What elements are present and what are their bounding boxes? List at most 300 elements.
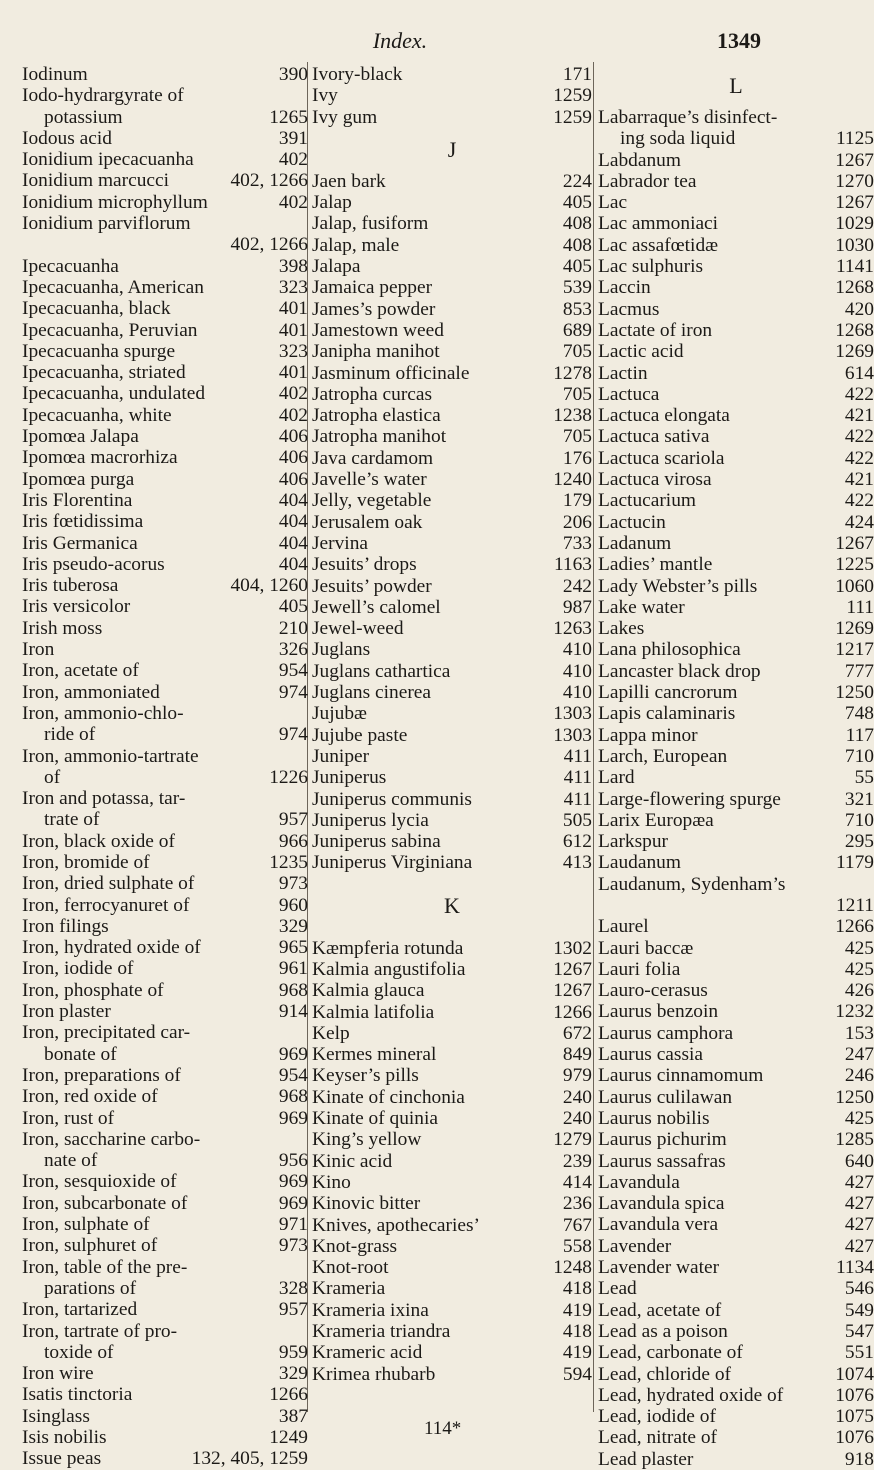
- index-entry: [22, 554, 308, 575]
- entry-pages: 733: [562, 532, 592, 554]
- entry-name: bonate of: [44, 1043, 117, 1065]
- entry-name: Laurus camphora: [598, 1022, 734, 1044]
- entry-name: potassium: [44, 106, 123, 128]
- entry-pages: 422: [844, 383, 874, 405]
- entry-pages: 1269: [835, 341, 874, 363]
- index-entry: [598, 1427, 874, 1448]
- entry-name: Jelly, vegetable: [312, 490, 432, 512]
- index-entry: [22, 746, 308, 767]
- entry-name: Iron, rust of: [22, 1107, 115, 1129]
- entry-name: Isatis tinctoria: [22, 1384, 133, 1406]
- index-entry: [598, 363, 874, 384]
- entry-pages: 1179: [835, 852, 874, 874]
- entry-pages: 1259: [553, 85, 592, 107]
- index-entry: [22, 405, 308, 426]
- index-entry: [598, 916, 874, 937]
- index-entry: [598, 852, 874, 873]
- entry-pages: 224: [562, 170, 592, 192]
- index-entry: [312, 831, 592, 852]
- entry-pages: 1267: [553, 980, 592, 1002]
- entry-name: Lappa minor: [598, 724, 698, 746]
- entry-pages: 427: [844, 1235, 874, 1257]
- entry-name: Juniperus Virginiana: [312, 852, 473, 874]
- entry-name: Lana philosophica: [598, 639, 741, 661]
- index-entry: [312, 384, 592, 405]
- entry-pages: 426: [844, 980, 874, 1002]
- index-entry: [312, 64, 592, 85]
- entry-pages: 853: [562, 298, 592, 320]
- entry-name: Lavandula vera: [598, 1214, 719, 1236]
- entry-name: Jamestown weed: [312, 319, 444, 341]
- entry-name: Janipha manihot: [312, 341, 440, 363]
- index-entry: [22, 511, 308, 532]
- entry-pages: 411: [563, 745, 592, 767]
- entry-name: Lac ammoniaci: [598, 213, 719, 235]
- entry-pages: 1266: [269, 1384, 308, 1406]
- entry-pages: 425: [844, 1107, 874, 1129]
- entry-name: Iron, hydrated oxide of: [22, 937, 201, 959]
- entry-pages: 549: [844, 1299, 874, 1321]
- index-entry: [22, 1086, 308, 1107]
- entry-name: parations of: [44, 1277, 137, 1299]
- entry-pages: 55: [854, 767, 874, 789]
- entry-pages: 1279: [553, 1129, 592, 1151]
- index-entry: [22, 149, 308, 170]
- entry-pages: 425: [844, 958, 874, 980]
- entry-name: Kinic acid: [312, 1150, 393, 1172]
- entry-name: Isis nobilis: [22, 1427, 107, 1448]
- index-entry: [22, 1406, 308, 1427]
- index-entry: [598, 1236, 874, 1257]
- entry-name: Knot-root: [312, 1257, 389, 1279]
- index-entry: [312, 1129, 592, 1150]
- entry-pages: 1259: [553, 106, 592, 128]
- entry-name: of: [44, 766, 61, 788]
- entry-name: Ionidium ipecacuanha: [22, 149, 194, 171]
- entry-pages: 247: [844, 1044, 874, 1066]
- index-entry: [598, 299, 874, 320]
- index-entry: [598, 1023, 874, 1044]
- index-entry: [22, 1065, 308, 1086]
- index-entry: [598, 618, 874, 639]
- entry-pages: 323: [278, 340, 308, 362]
- index-entry: [22, 618, 308, 639]
- index-entry: [22, 958, 308, 979]
- entry-name: Iron, iodide of: [22, 958, 134, 980]
- index-entry: [598, 1193, 874, 1214]
- entry-name: Jasminum officinale: [312, 362, 470, 384]
- index-entry: [598, 980, 874, 1001]
- entry-name: Irish moss: [22, 617, 103, 639]
- index-entry: [598, 107, 874, 128]
- entry-pages: 1267: [835, 192, 874, 214]
- entry-name: Iron, ferrocyanuret of: [22, 894, 190, 916]
- entry-pages: 546: [844, 1278, 874, 1300]
- index-entry: [598, 682, 874, 703]
- index-entry: [598, 1257, 874, 1278]
- index-entry: [22, 1257, 308, 1278]
- index-entry: [312, 1257, 592, 1278]
- entry-name: Juniperus lycia: [312, 809, 429, 831]
- entry-name: Labarraque’s disinfect-: [598, 107, 778, 128]
- entry-pages: 551: [844, 1342, 874, 1364]
- index-entry: [312, 1151, 592, 1172]
- entry-name: Laurus cinnamomum: [598, 1065, 764, 1087]
- entry-name: Jalap, male: [312, 234, 400, 256]
- entry-name: Iron, tartrate of pro-: [22, 1320, 178, 1342]
- entry-name: Lac sulphuris: [598, 256, 704, 278]
- entry-pages: 406: [278, 426, 308, 448]
- entry-name: Iron, sesquioxide of: [22, 1171, 177, 1193]
- entry-name: Jesuits’ drops: [312, 554, 417, 576]
- entry-name: Lauro-cerasus: [598, 980, 708, 1002]
- entry-pages: 974: [278, 724, 308, 746]
- entry-name: Jerusalem oak: [312, 511, 423, 533]
- entry-name: Jatropha curcas: [312, 383, 433, 405]
- entry-pages: 748: [844, 703, 874, 725]
- entry-pages: 1248: [553, 1257, 592, 1279]
- entry-pages: 421: [844, 405, 874, 427]
- entry-name: Lactucarium: [598, 490, 696, 512]
- entry-pages: 1211: [835, 894, 874, 916]
- index-entry: [312, 299, 592, 320]
- entry-pages: 404: [278, 553, 308, 575]
- entry-pages: 239: [562, 1150, 592, 1172]
- entry-pages: 1238: [553, 405, 592, 427]
- entry-name: Ipomœa macrorhiza: [22, 447, 178, 469]
- index-entry: [312, 277, 592, 298]
- index-entry: [312, 746, 592, 767]
- index-entry: [598, 959, 874, 980]
- entry-name: Iris fœtidissima: [22, 511, 144, 533]
- index-entry: [312, 576, 592, 597]
- index-entry: [312, 1108, 592, 1129]
- entry-pages: 422: [844, 447, 874, 469]
- entry-pages: 1141: [835, 256, 874, 278]
- index-entry: [312, 171, 592, 192]
- entry-name: Iron, subcarbonate of: [22, 1192, 188, 1214]
- entry-pages: 961: [278, 958, 308, 980]
- entry-pages: 777: [844, 660, 874, 682]
- entry-name: Lead, acetate of: [598, 1299, 722, 1321]
- entry-pages: 1029: [835, 213, 874, 235]
- index-entry: [312, 1215, 592, 1236]
- entry-name: Jalap, fusiform: [312, 213, 429, 235]
- index-entry: [312, 554, 592, 575]
- entry-name: Ladanum: [598, 532, 672, 554]
- entry-pages: 427: [844, 1214, 874, 1236]
- entry-pages: 295: [844, 831, 874, 853]
- entry-pages: 672: [562, 1022, 592, 1044]
- index-entry: [312, 1300, 592, 1321]
- index-entry: [22, 298, 308, 319]
- index-entry: [312, 618, 592, 639]
- entry-pages: 427: [844, 1193, 874, 1215]
- index-entry: [22, 426, 308, 447]
- index-entry: [22, 1022, 308, 1043]
- index-entry: [598, 490, 874, 511]
- entry-name: Ipomœa Jalapa: [22, 426, 139, 448]
- index-entry: [22, 320, 308, 341]
- entry-name: Lactuca scariola: [598, 447, 725, 469]
- entry-name: Lead, hydrated oxide of: [598, 1384, 784, 1406]
- entry-pages: 957: [278, 1299, 308, 1321]
- entry-name: Ionidium marcucci: [22, 170, 169, 192]
- index-entry: [22, 1321, 308, 1342]
- entry-pages: 1217: [835, 639, 874, 661]
- entry-name: Iron, acetate of: [22, 660, 139, 682]
- index-entry: [598, 661, 874, 682]
- entry-name: Iodinum: [22, 64, 88, 85]
- entry-pages: 1250: [835, 682, 874, 704]
- entry-name: Ipecacuanha, white: [22, 404, 172, 426]
- index-entry: [598, 512, 874, 533]
- entry-name: Jewel-weed: [312, 618, 404, 640]
- entry-name: Knives, apothecaries’: [312, 1214, 480, 1236]
- entry-pages: 849: [562, 1044, 592, 1066]
- entry-name: Krameria: [312, 1278, 386, 1300]
- entry-name: Jamaica pepper: [312, 277, 433, 299]
- entry-name: Lactuca: [598, 383, 660, 405]
- index-entry: [22, 128, 308, 149]
- entry-name: Lapilli cancrorum: [598, 682, 738, 704]
- entry-pages: 968: [278, 1086, 308, 1108]
- entry-pages: 402: [278, 149, 308, 171]
- entry-pages: 414: [562, 1171, 592, 1193]
- entry-pages: 236: [562, 1193, 592, 1215]
- entry-pages: 1303: [553, 703, 592, 725]
- index-entry: [22, 660, 308, 681]
- entry-pages: 705: [562, 341, 592, 363]
- index-entry: [312, 426, 592, 447]
- index-entry: [22, 1299, 308, 1320]
- index-entry: [22, 724, 308, 745]
- entry-pages: 404, 1260: [230, 575, 308, 597]
- entry-name: Jatropha elastica: [312, 405, 441, 427]
- entry-name: Krameria triandra: [312, 1321, 451, 1343]
- entry-name: toxide of: [44, 1341, 114, 1363]
- index-entry: [312, 703, 592, 724]
- entry-name: Iron filings: [22, 915, 109, 937]
- entry-pages: 547: [844, 1320, 874, 1342]
- index-entry: [22, 788, 308, 809]
- entry-pages: 405: [278, 596, 308, 618]
- index-entry: [598, 533, 874, 554]
- entry-pages: 425: [844, 937, 874, 959]
- entry-name: Juglans: [312, 639, 371, 661]
- entry-pages: 971: [278, 1214, 308, 1236]
- entry-name: Keyser’s pills: [312, 1065, 419, 1087]
- entry-pages: 987: [562, 596, 592, 618]
- entry-name: Knot-grass: [312, 1235, 398, 1257]
- index-entry: [598, 426, 874, 447]
- index-entry: [598, 1364, 874, 1385]
- index-entry: [312, 1321, 592, 1342]
- index-entry: [22, 490, 308, 511]
- index-entry: [598, 831, 874, 852]
- index-entry: [22, 895, 308, 916]
- entry-name: Lactic acid: [598, 341, 684, 363]
- index-entry: [22, 170, 308, 191]
- entry-name: Laurus benzoin: [598, 1001, 719, 1023]
- entry-name: Lactin: [598, 362, 648, 384]
- entry-pages: 767: [562, 1214, 592, 1236]
- entry-pages: 1076: [835, 1384, 874, 1406]
- index-entry: [22, 469, 308, 490]
- index-entry: [312, 597, 592, 618]
- entry-pages: 418: [562, 1278, 592, 1300]
- entry-name: Lactate of iron: [598, 319, 713, 341]
- index-entry: [312, 320, 592, 341]
- entry-name: Kinovic bitter: [312, 1193, 421, 1215]
- index-entry: [598, 128, 874, 149]
- index-entry: [598, 703, 874, 724]
- entry-name: Laudanum: [598, 852, 681, 874]
- index-entry: [312, 213, 592, 234]
- entry-name: Kalmia latifolia: [312, 1001, 435, 1023]
- entry-pages: 974: [278, 681, 308, 703]
- index-entry: [598, 1300, 874, 1321]
- index-entry: [598, 150, 874, 171]
- entry-name: Large-flowering spurge: [598, 788, 781, 810]
- entry-name: Lead, iodide of: [598, 1406, 716, 1428]
- entry-pages: 1226: [269, 766, 308, 788]
- entry-pages: 210: [278, 617, 308, 639]
- index-entry: [312, 192, 592, 213]
- entry-name: Lacmus: [598, 298, 660, 320]
- entry-pages: 1269: [835, 618, 874, 640]
- entry-name: Jujubæ: [312, 703, 367, 725]
- index-entry: [312, 363, 592, 384]
- entry-pages: 421: [844, 469, 874, 491]
- index-column-1: [22, 64, 308, 1470]
- entry-name: Lead plaster: [598, 1448, 694, 1470]
- entry-name: Lake water: [598, 596, 685, 618]
- entry-name: Kermes mineral: [312, 1044, 437, 1066]
- entry-name: Ipecacuanha spurge: [22, 340, 176, 362]
- entry-name: Labrador tea: [598, 170, 697, 192]
- entry-pages: 246: [844, 1065, 874, 1087]
- entry-pages: 402, 1266: [230, 234, 308, 256]
- index-entry: [598, 1342, 874, 1363]
- index-column-2: [312, 64, 592, 1385]
- entry-pages: 710: [844, 809, 874, 831]
- entry-pages: 973: [278, 1235, 308, 1257]
- entry-name: Kino: [312, 1171, 351, 1193]
- entry-pages: 398: [278, 255, 308, 277]
- index-entry: [598, 725, 874, 746]
- entry-name: Iron, dried sulphate of: [22, 873, 195, 895]
- entry-name: Ipecacuanha, undulated: [22, 383, 206, 405]
- entry-name: James’s powder: [312, 298, 436, 320]
- index-entry: [598, 1385, 874, 1406]
- entry-pages: 914: [278, 1001, 308, 1023]
- entry-name: Lead as a poison: [598, 1320, 728, 1342]
- entry-pages: 179: [562, 490, 592, 512]
- entry-pages: 1267: [553, 958, 592, 980]
- signature-mark: 114*: [424, 1418, 462, 1439]
- entry-name: Laurel: [598, 916, 649, 938]
- entry-pages: 979: [562, 1065, 592, 1087]
- entry-name: Iris versicolor: [22, 596, 131, 618]
- index-entry: [22, 1171, 308, 1192]
- entry-pages: 391: [278, 127, 308, 149]
- index-entry: [598, 235, 874, 256]
- entry-pages: 1267: [835, 149, 874, 171]
- index-entry: [598, 874, 874, 895]
- index-entry: [22, 256, 308, 277]
- index-entry: [22, 1278, 308, 1299]
- entry-pages: 1266: [835, 916, 874, 938]
- entry-name: Java cardamom: [312, 447, 434, 469]
- entry-pages: 408: [562, 234, 592, 256]
- entry-pages: 614: [844, 362, 874, 384]
- index-entry: [312, 1236, 592, 1257]
- index-entry: [22, 1235, 308, 1256]
- index-entry: [312, 767, 592, 788]
- index-entry: [312, 1342, 592, 1363]
- entry-name: Juniper: [312, 745, 370, 767]
- index-entry: [312, 1023, 592, 1044]
- index-entry: [312, 1172, 592, 1193]
- index-entry: [22, 1427, 308, 1448]
- index-entry: [22, 1342, 308, 1363]
- entry-pages: 111: [846, 596, 874, 618]
- index-entry: [22, 1150, 308, 1171]
- entry-name: Lactuca elongata: [598, 405, 730, 427]
- entry-name: Laudanum, Sydenham’s: [598, 873, 786, 895]
- entry-pages: 402: [278, 404, 308, 426]
- index-entry: [312, 1364, 592, 1385]
- entry-name: Laurus cassia: [598, 1044, 703, 1066]
- index-entry: [598, 1406, 874, 1427]
- index-entry: [598, 895, 874, 916]
- index-entry: [598, 576, 874, 597]
- entry-name: Laurus culilawan: [598, 1086, 733, 1108]
- index-entry: [312, 512, 592, 533]
- index-entry: [598, 341, 874, 362]
- entry-pages: 404: [278, 532, 308, 554]
- index-entry: [22, 1108, 308, 1129]
- index-entry: [22, 1363, 308, 1384]
- entry-pages: 401: [278, 362, 308, 384]
- entry-name: Iron, preparations of: [22, 1064, 181, 1086]
- index-entry: [22, 916, 308, 937]
- index-entry: [598, 405, 874, 426]
- index-entry: [598, 1278, 874, 1299]
- entry-pages: 408: [562, 213, 592, 235]
- index-entry: [312, 341, 592, 362]
- entry-pages: 1163: [553, 554, 592, 576]
- entry-pages: 405: [562, 256, 592, 278]
- entry-name: Iron, ammoniated: [22, 681, 160, 703]
- entry-pages: 973: [278, 873, 308, 895]
- entry-name: Lead, carbonate of: [598, 1342, 743, 1364]
- index-entry: [22, 980, 308, 1001]
- entry-pages: 242: [562, 575, 592, 597]
- entry-pages: 1302: [553, 937, 592, 959]
- entry-pages: 419: [562, 1342, 592, 1364]
- entry-name: Lauri folia: [598, 958, 681, 980]
- entry-pages: 705: [562, 383, 592, 405]
- index-entry: [598, 1001, 874, 1022]
- entry-name: Lady Webster’s pills: [598, 575, 758, 597]
- entry-pages: 1232: [835, 1001, 874, 1023]
- entry-pages: 640: [844, 1150, 874, 1172]
- entry-name: Iron, bromide of: [22, 851, 150, 873]
- index-entry: [22, 1448, 308, 1469]
- entry-name: Kelp: [312, 1022, 350, 1044]
